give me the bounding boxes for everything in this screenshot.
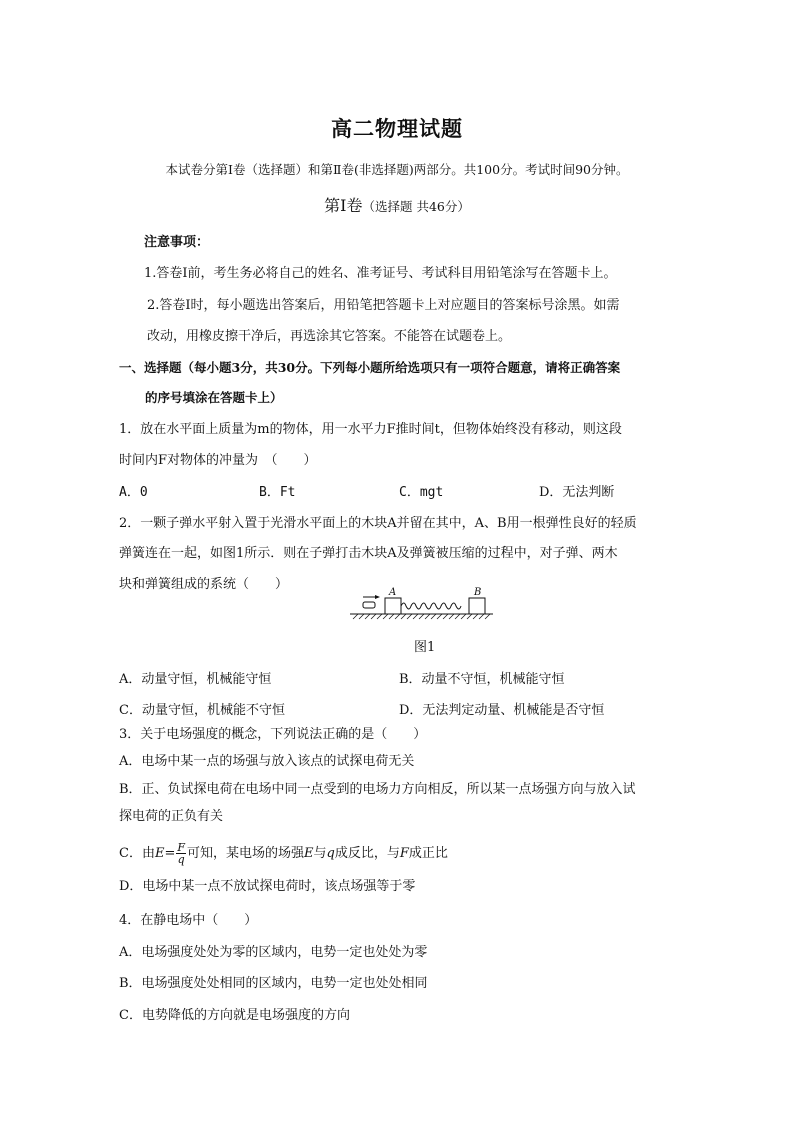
q2-stem-line-3: 块和弹簧组成的系统（ ） bbox=[119, 577, 289, 592]
q3-c-mid1: 可知，某电场的场强 bbox=[187, 846, 305, 861]
arrow-head bbox=[375, 595, 380, 599]
block-b bbox=[469, 598, 485, 614]
q3-option-a: A．电场中某一点的场强与放入该点的试探电荷无关 bbox=[119, 754, 415, 769]
q3-option-c bbox=[119, 841, 448, 867]
bullet bbox=[363, 602, 375, 608]
exam-intro: 本试卷分第Ⅰ卷（选择题）和第Ⅱ卷(非选择题)两部分。共100分。考试时间90分钟。 bbox=[165, 162, 629, 177]
notes-item-1: 1.答卷Ⅰ前，考生务必将自己的姓名、准考证号、考试科目用铅笔涂写在答题卡上。 bbox=[144, 266, 617, 281]
block-a-label: A bbox=[389, 587, 397, 598]
spring bbox=[401, 603, 461, 609]
q2-stem-line-1: 2．一颗子弹水平射入置于光滑水平面上的木块A并留在其中，A、B用一根弹性良好的轻质 bbox=[119, 516, 637, 531]
fraction-numerator: F bbox=[177, 841, 185, 854]
part1-instruction-line-1: 一、选择题（每小题3分，共30分。下列每小题所给选项只有一项符合题意，请将正确答案 bbox=[119, 360, 621, 375]
q3-c-e2: E bbox=[304, 846, 314, 861]
q3-option-d: D．电场中某一点不放试探电荷时，该点场强等于零 bbox=[119, 879, 416, 894]
q1-option-c: C．mgt bbox=[399, 485, 444, 500]
page-title: 高二物理试题 bbox=[331, 116, 463, 141]
q2-option-b: B．动量不守恒，机械能守恒 bbox=[399, 672, 565, 687]
q3-option-b-line-2: 探电荷的正负有关 bbox=[119, 809, 224, 824]
notes-item-2-line-2: 改动，用橡皮擦干净后，再选涂其它答案。不能答在试题卷上。 bbox=[147, 329, 512, 344]
part1-instruction-line-2: 的序号填涂在答题卡上） bbox=[145, 390, 283, 405]
q3-option-b-line-1: B．正、负试探电荷在电场中同一点受到的电场力方向相反，所以某一点场强方向与放入试 bbox=[119, 782, 636, 797]
ground-hatching bbox=[353, 614, 490, 619]
notes-heading: 注意事项： bbox=[144, 235, 210, 250]
q3-c-eq: = bbox=[164, 846, 176, 861]
q3-c-prefix: C．由 bbox=[119, 846, 155, 861]
block-a bbox=[385, 598, 401, 614]
q3-c-mid2: 与 bbox=[313, 846, 327, 861]
section-heading bbox=[0, 197, 794, 216]
q2-option-d: D．无法判定动量、机械能是否守恒 bbox=[399, 703, 605, 718]
q3-c-end: 成正比 bbox=[408, 846, 448, 861]
section-main: 第Ⅰ卷 bbox=[324, 196, 363, 215]
block-b-label: B bbox=[474, 587, 482, 598]
q2-stem-line-2: 弹簧连在一起，如图1所示．则在子弹打击木块A及弹簧被压缩的过程中，对子弹、两木 bbox=[119, 546, 618, 561]
q2-option-a: A．动量守恒，机械能守恒 bbox=[119, 672, 272, 687]
notes-item-2-line-1: 2.答卷Ⅰ时，每小题选出答案后，用铅笔把答题卡上对应题目的答案标号涂黑。如需 bbox=[147, 298, 620, 313]
section-sub: （选择题 共46分） bbox=[362, 199, 470, 214]
q1-stem-line-1: 1．放在水平面上质量为m的物体，用一水平力F推时间t，但物体始终没有移动，则这段 bbox=[119, 422, 622, 437]
fraction-denominator: q bbox=[177, 853, 185, 866]
q3-c-e: E bbox=[154, 846, 165, 861]
q4-option-a: A．电场强度处处为零的区域内，电势一定也处处为零 bbox=[119, 945, 428, 960]
q3-stem: 3．关于电场强度的概念，下列说法正确的是（ ） bbox=[119, 727, 427, 742]
q3-c-q: q bbox=[326, 846, 335, 861]
q2-option-c: C．动量守恒，机械能不守恒 bbox=[119, 703, 285, 718]
figure-1-bullet-block-spring bbox=[345, 585, 495, 625]
q4-stem: 4．在静电场中（ ） bbox=[119, 913, 258, 928]
q1-stem-line-2: 时间内F对物体的冲量为 （ ） bbox=[119, 453, 317, 468]
figure-1-caption: 图1 bbox=[414, 640, 436, 655]
q1-option-b: B．Ft bbox=[259, 485, 296, 500]
formula-fraction bbox=[176, 842, 186, 865]
q4-option-b: B．电场强度处处相同的区域内，电势一定也处处相同 bbox=[119, 976, 428, 991]
q3-c-mid3: 成反比，与 bbox=[334, 846, 400, 861]
q1-option-a: A．0 bbox=[119, 485, 148, 500]
q3-c-f: F bbox=[399, 846, 409, 861]
q1-option-d: D．无法判断 bbox=[539, 485, 615, 500]
q4-option-c: C．电势降低的方向就是电场强度的方向 bbox=[119, 1008, 350, 1023]
